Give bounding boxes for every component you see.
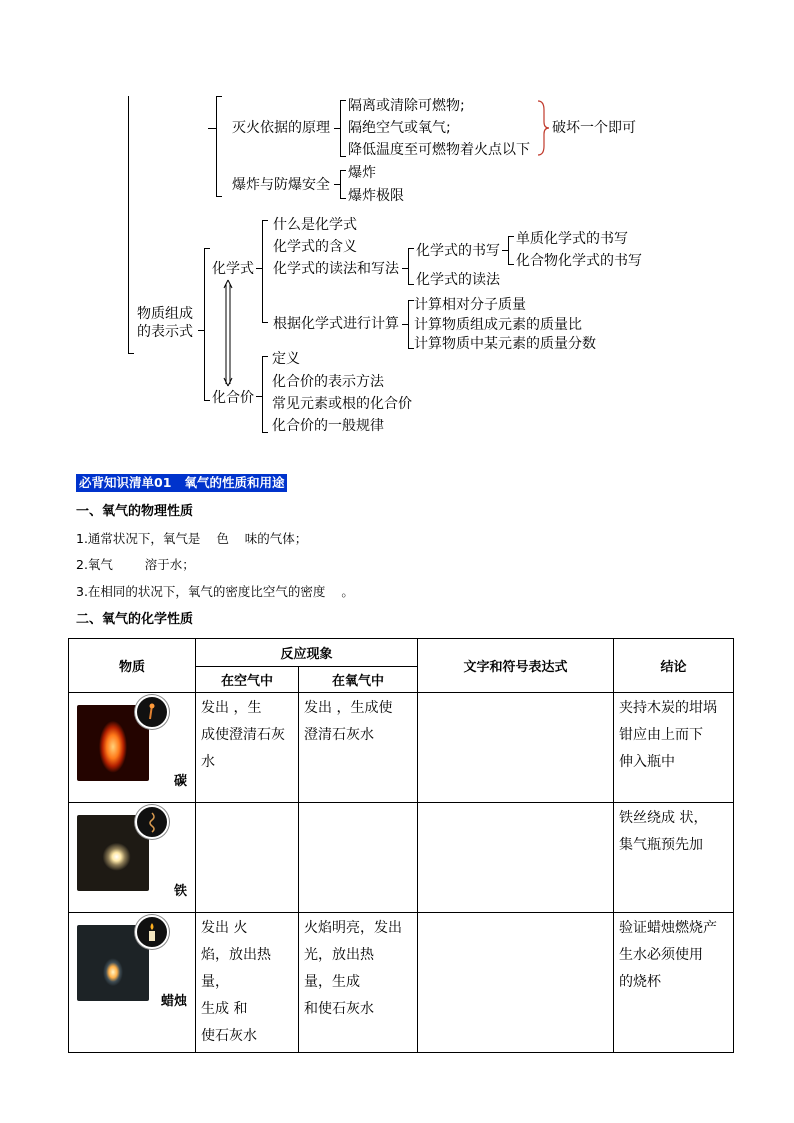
formula-label: 化学式 [212,261,254,277]
candle-air-line: 使石灰水 [201,1028,257,1044]
physical-title: 一、氧气的物理性质 [76,504,194,519]
formula-item-2: 化学式的含义 [273,239,357,255]
physical-item-1: 1.通常状况下，氧气是 色 味的气体； [76,531,308,546]
candle-conclusion-line: 的烧杯 [619,974,662,990]
tree-spine-lower [128,222,129,354]
iron-conclusion-cell [614,803,733,861]
formula-item-1: 什么是化学式 [273,217,357,233]
table-row [69,693,734,803]
header-expression: 文字和符号表达式 [418,639,614,693]
candle-conclusion-line: 生水必须使用 [619,947,704,963]
iron-expression-cell[interactable] [418,803,613,807]
bracket-upper [216,96,217,196]
carbon-conclusion-line: 钳应由上而下 [619,727,704,743]
bracket-formula-tick [256,268,262,269]
substance-name-carbon: 碳 [173,774,187,789]
bracket-valence-tick [256,396,262,397]
bracket-extinguish [340,100,341,156]
carbon-badge-icon [135,695,169,729]
candle-oxygen-line: 光，放出热 [304,947,374,963]
carbon-conclusion-line: 夹持木炭的坩埚 [619,700,718,716]
substance-name-candle: 蜡烛 [160,994,187,1009]
composition-label-1: 物质组成 [137,306,193,322]
extinguish-item-3: 降低温度至可燃物着火点以下 [348,142,530,158]
carbon-oxygen-cell [299,693,417,751]
header-in-air: 在空气中 [196,667,299,693]
extinguish-item-1: 隔离或清除可燃物; [348,98,465,114]
candle-air-line: 生成 和 [201,1001,248,1017]
formula-read-label: 化学式的读法 [416,272,500,288]
bracket-explosion [340,170,341,198]
bracket-write-tick [502,250,508,251]
carbon-conclusion-cell [614,693,733,778]
bracket-extinguish-top [340,100,346,101]
iron-air-cell[interactable] [196,803,298,807]
bracket-formula-rw [408,248,409,284]
bracket-write-top [508,236,514,237]
iron-conclusion-line: 集气瓶预先加 [619,837,704,853]
header-in-oxygen: 在氧气中 [299,667,418,693]
bracket-upper-top [216,96,222,97]
valence-item-4: 化合价的一般规律 [272,418,384,434]
carbon-air-line: 发出 ，生 [201,700,262,716]
valence-item-3: 常见元素或根的化合价 [272,396,412,412]
bracket-formula-rw-top [408,248,414,249]
calc-item-3: 计算物质中某元素的质量分数 [414,336,596,352]
extinguish-note: 破坏一个即可 [552,120,636,136]
bracket-valence-bot [262,432,268,433]
carbon-conclusion-line: 伸入瓶中 [619,754,676,770]
explosion-item-1: 爆炸 [348,165,376,181]
bracket-formula-bot [262,322,268,323]
bracket-formula-top [262,220,268,221]
formula-item-3: 化学式的读法和写法 [273,261,399,277]
table-row [69,803,734,913]
header-conclusion: 结论 [614,639,734,693]
substance-cell-candle [69,913,196,1053]
carbon-air-line: 水 [201,754,215,770]
physical-item-3: 3.在相同的状况下，氧气的密度比空气的密度 。 [76,584,354,599]
bracket-composition-tick [198,330,204,331]
bracket-formula-rw-tick [402,268,408,269]
valence-item-1: 定义 [272,351,300,367]
bracket-composition-bot [204,400,210,401]
iron-oxygen-cell[interactable] [299,803,417,807]
section-banner: 必背知识清单01 氧气的性质和用途 [76,474,287,492]
candle-air-cell [196,913,298,1052]
candle-badge-icon [135,915,169,949]
composition-label-2: 的表示式 [137,324,193,340]
formula-write-label: 化学式的书写 [416,243,500,259]
bracket-write-bot [508,264,514,265]
bracket-formula-rw-bot [408,284,414,285]
bracket-extinguish-bot [340,156,346,157]
bracket-composition [204,248,205,400]
double-arrow-icon [223,280,233,386]
tree-spine-foot [128,353,134,354]
candle-oxygen-line: 和使石灰水 [304,1001,374,1017]
bracket-composition-top [204,248,210,249]
tree-spine [128,96,129,222]
bracket-valence-top [262,356,268,357]
carbon-air-cell [196,693,298,778]
physical-item-2: 2.氧气 溶于水； [76,557,195,572]
bracket-upper-bot [216,196,222,197]
curly-brace-right [536,100,550,156]
table-row [69,913,734,1053]
bracket-write [508,236,509,264]
extinguish-item-2: 隔绝空气或氧气; [348,120,451,136]
iron-badge-icon [135,805,169,839]
candle-conclusion-line: 验证蜡烛燃烧产 [619,920,718,936]
explosion-item-2: 爆炸极限 [348,188,404,204]
bracket-calc-tick [402,324,408,325]
candle-oxygen-cell [299,913,417,1025]
calc-item-2: 计算物质组成元素的质量比 [414,317,582,333]
write-item-1: 单质化学式的书写 [516,231,628,247]
bracket-upper-tick1 [208,128,216,129]
candle-conclusion-cell [614,913,733,998]
bracket-calc [408,300,409,348]
bracket-formula [262,220,263,322]
calc-label: 根据化学式进行计算 [273,316,399,332]
candle-air-line: 发出 火 [201,920,248,936]
valence-label: 化合价 [212,390,254,406]
carbon-oxygen-line: 发出 ，生成使 [304,700,393,716]
candle-air-line: 焰，放出热量， [201,947,271,990]
header-substance: 物质 [69,639,196,693]
write-item-2: 化合物化学式的书写 [516,253,642,269]
extinguish-label: 灭火依据的原理 [232,120,330,136]
candle-oxygen-line: 量，生成 [304,974,360,990]
chemical-title: 二、氧气的化学性质 [76,612,194,627]
bracket-explosion-top [340,170,346,171]
bracket-explosion-tick [334,184,340,185]
substance-cell-carbon [69,693,196,803]
bracket-extinguish-tick [334,128,340,129]
header-phenomenon: 反应现象 [196,639,418,667]
explosion-label: 爆炸与防爆安全 [232,177,330,193]
bracket-valence [262,356,263,432]
valence-item-2: 化合价的表示方法 [272,374,384,390]
bracket-explosion-bot [340,198,346,199]
calc-item-1: 计算相对分子质量 [414,297,526,313]
oxygen-properties-table [68,638,734,1053]
substance-cell-iron [69,803,196,913]
candle-expression-cell[interactable] [418,913,613,917]
candle-oxygen-line: 火焰明亮，发出 [304,920,402,936]
substance-name-iron: 铁 [173,884,187,899]
carbon-air-line: 成使澄清石灰 [201,727,285,743]
carbon-oxygen-line: 澄清石灰水 [304,727,374,743]
carbon-expression-cell[interactable] [418,693,613,697]
iron-conclusion-line: 铁丝绕成 状， [619,810,708,826]
